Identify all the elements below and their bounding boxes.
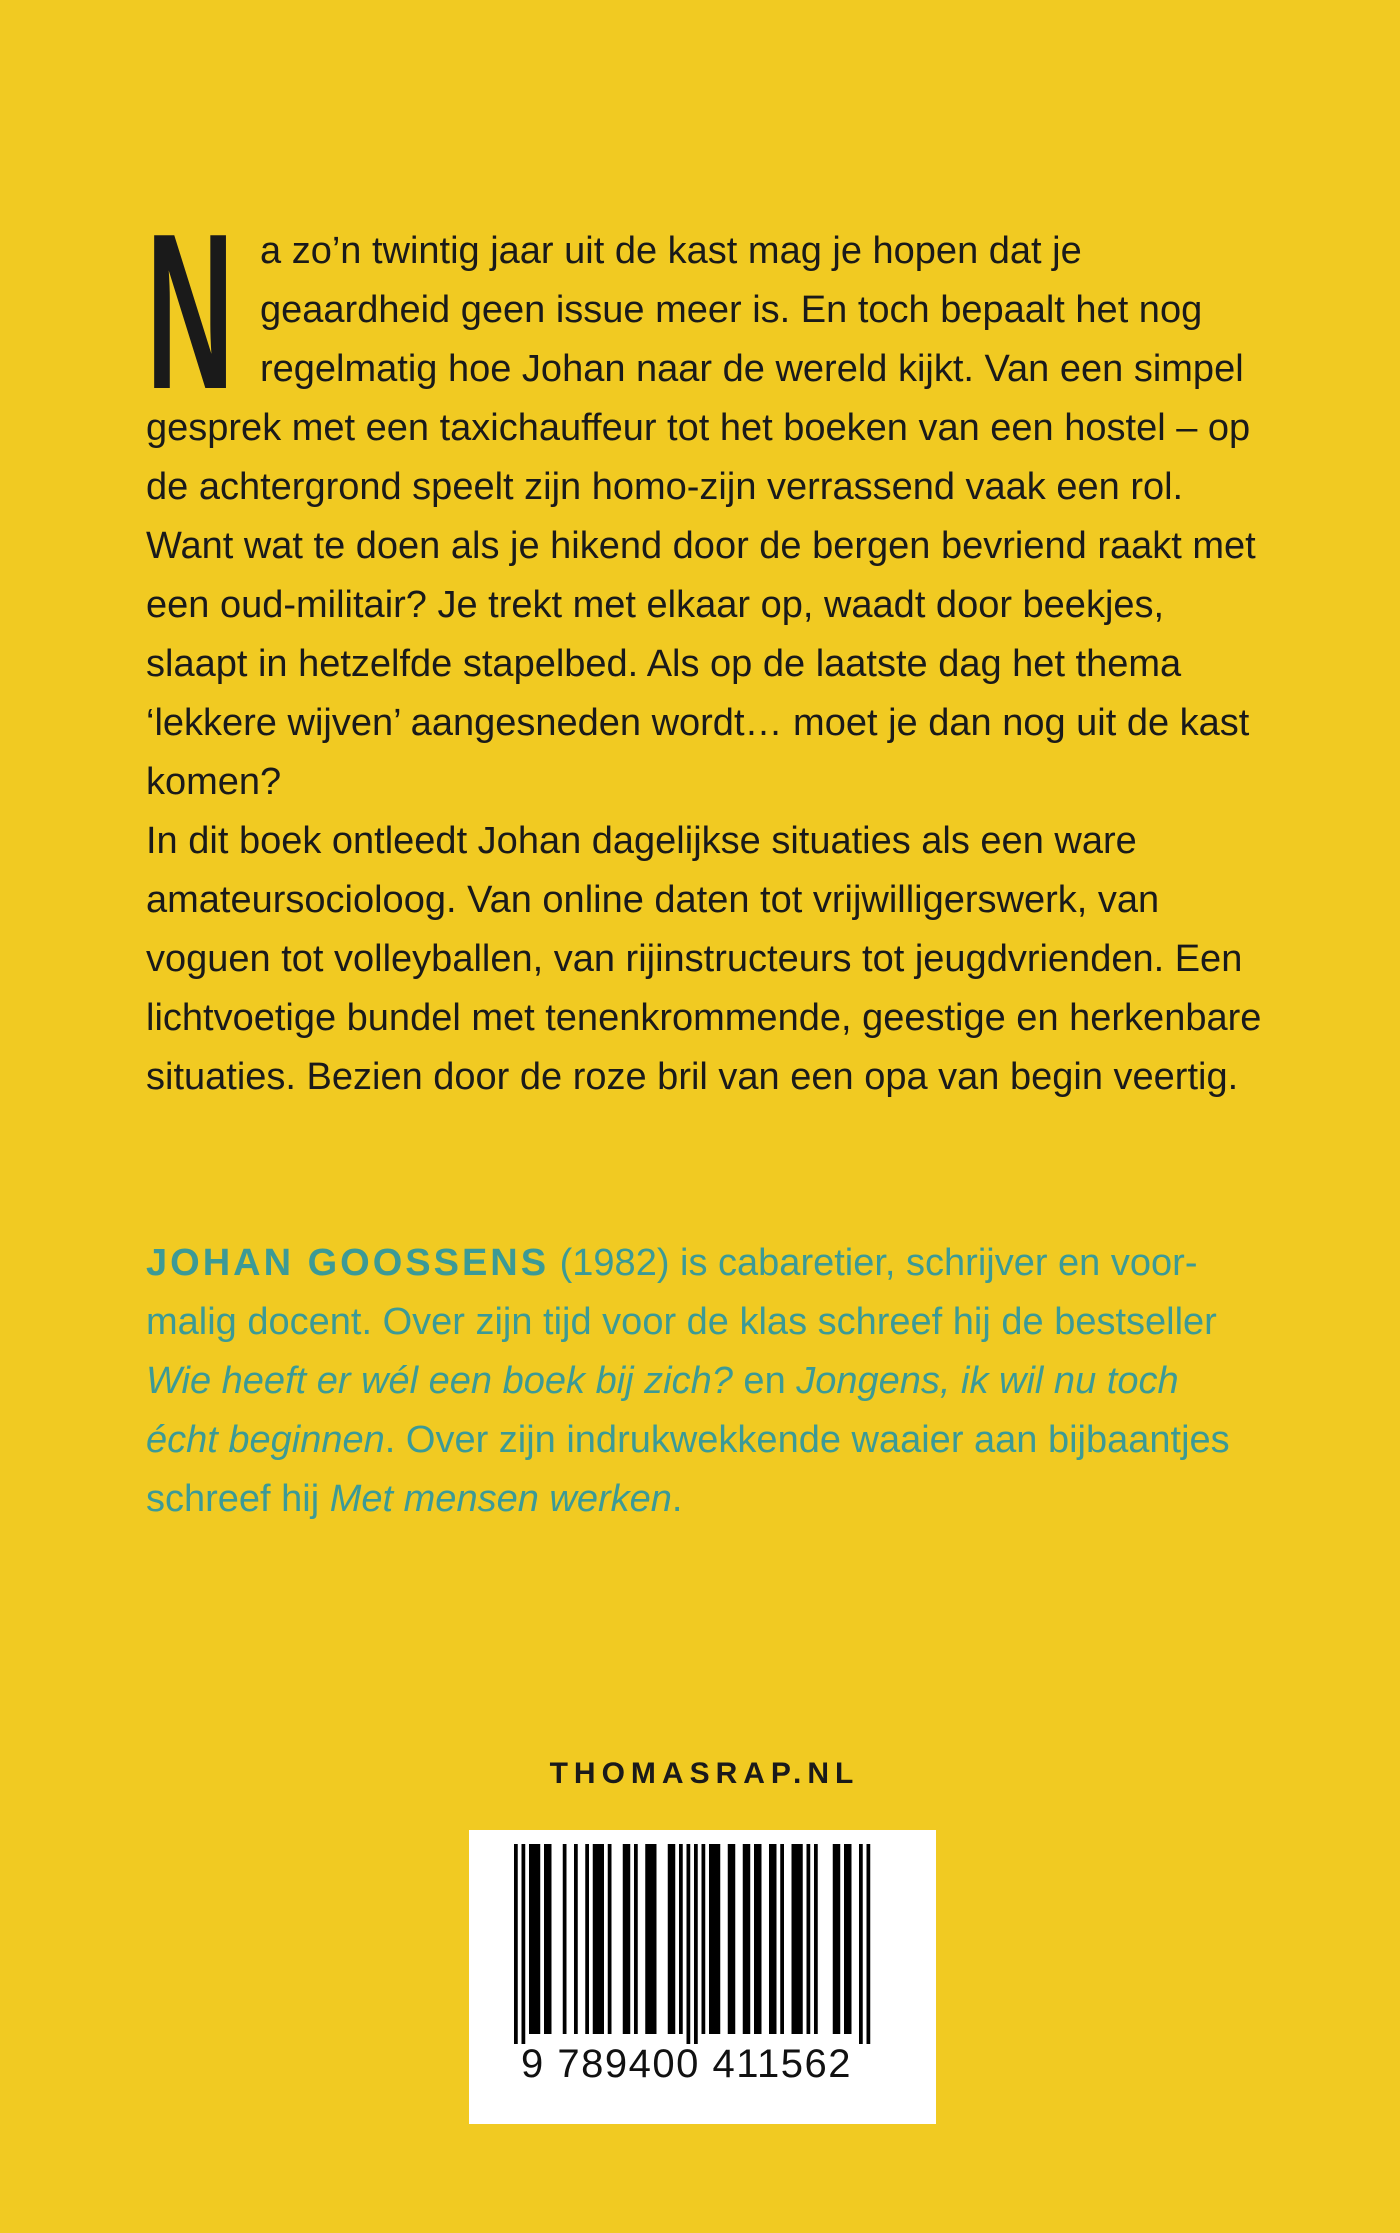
- barcode-bar: [814, 1844, 818, 2034]
- barcode-bar: [709, 1844, 720, 2034]
- blurb-paragraph-2: In dit boek ontleedt Johan dagelijkse situaties als een ware amateursocioloog. Van online daten tot vrijwilligerswerk, van voguen tot volleyballen, van rijinstructeurs tot jeugdvrienden. Een lichtvoetige bundel met tenenkrommende, geestige en herkenbare situaties. Bezien door de roze bril van een opa van begin veertig.: [146, 820, 1262, 1098]
- barcode-bar: [844, 1844, 852, 2034]
- barcode-bar: [780, 1844, 784, 2034]
- barcode-bar: [754, 1844, 762, 2034]
- barcode-bar: [529, 1844, 540, 2034]
- barcode-bar: [807, 1844, 811, 2034]
- book-title-3: Met mensen werken: [329, 1478, 672, 1520]
- barcode-bar: [728, 1844, 736, 2034]
- barcode-bar: [859, 1844, 863, 2044]
- barcode-bar: [702, 1844, 706, 2034]
- barcode-bar: [792, 1844, 803, 2034]
- barcode-bar: [679, 1844, 683, 2034]
- barcode-bar: [544, 1844, 552, 2034]
- barcode-bar: [743, 1844, 751, 2034]
- barcode-bars: [514, 1844, 894, 2044]
- bio-text-4: .: [671, 1478, 683, 1520]
- back-cover-blurb: [146, 188, 1276, 1107]
- barcode-bar: [563, 1844, 567, 2034]
- barcode-bar: [833, 1844, 841, 2034]
- barcode-bar: [585, 1844, 589, 2034]
- isbn-barcode: [469, 1830, 936, 2124]
- barcode-bar: [593, 1844, 604, 2034]
- publisher-website: THOMASRAP.NL: [549, 1757, 860, 1790]
- barcode-bar: [522, 1844, 526, 2044]
- barcode-bar: [634, 1844, 638, 2034]
- barcode-bar: [514, 1844, 518, 2044]
- author-name: JOHAN GOOSSENS: [146, 1242, 550, 1284]
- drop-cap: N: [146, 188, 232, 436]
- isbn-number: 9 789400 411562: [521, 2042, 852, 2086]
- blurb-paragraph-1: [146, 188, 1276, 812]
- blurb-text-1: a zo’n twintig jaar uit de kast mag je hopen dat je geaardheid geen issue meer is. En toch bepaalt het nog regelmatig hoe Johan naar de wereld kijkt. Van een simpel gesprek met een taxichauffeur tot het boeken van een hostel – op de achtergrond speelt zijn homo-zijn verrassend vaak een rol. Want wat te doen als je hikend door de bergen bevriend raakt met een oud-militair? Je trekt met elkaar op, waadt door beekjes, slaapt in hetzelfde stapelbed. Als op de laatste dag het thema ‘lekkere wijven’ aangesneden wordt… moet je dan nog uit de kast komen?: [146, 230, 1256, 803]
- barcode-bar: [574, 1844, 578, 2034]
- bio-text-3: . Over zijn indrukwekkende waaier aan bijbaantjes schreef hij: [146, 1419, 1230, 1520]
- barcode-bar: [623, 1844, 631, 2034]
- barcode-bar: [867, 1844, 871, 2044]
- book-title-2: Jongens, ik wil nu toch écht beginnen: [146, 1360, 1179, 1461]
- barcode-bar: [687, 1844, 691, 2044]
- bio-text-1: (1982) is cabaretier, schrijver en voormalig docent. Over zijn tijd voor de klas schreef hij de bestseller: [146, 1242, 1217, 1343]
- barcode-bar: [769, 1844, 777, 2034]
- barcode-bar: [668, 1844, 676, 2034]
- author-bio: [146, 1234, 1236, 1529]
- bio-text-2: en: [732, 1360, 797, 1402]
- barcode-bar: [645, 1844, 656, 2034]
- book-title-1: Wie heeft er wél een boek bij zich?: [146, 1360, 733, 1402]
- barcode-bar: [608, 1844, 612, 2034]
- barcode-bar: [694, 1844, 698, 2044]
